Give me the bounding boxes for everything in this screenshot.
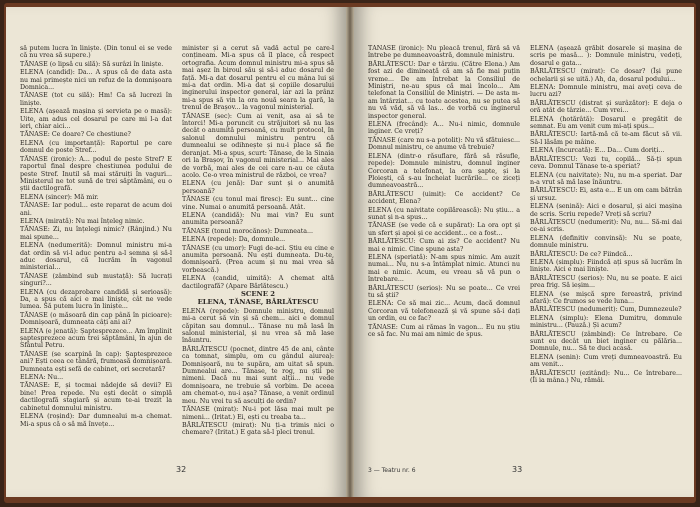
dialogue-paragraph: ELENA (cu jenă): Dar sunt și o anumită persoană?	[182, 180, 334, 195]
dialogue-paragraph: BĂRLĂTESCU (zâmbind): Ce întrebare. Ce sunt eu decât un biet inginer cu pălăria... Domnule, nu... Să te duci acasă.	[530, 330, 682, 353]
dialogue-paragraph: SCENE 2	[241, 290, 275, 298]
dialogue-paragraph: BĂRLĂTESCU (distrat și surâzător): E deja o oră atât de târzie... Cum vrei...	[530, 99, 682, 115]
dialogue-paragraph: TĂNASE: Iar podul... este reparat de acum doi ani.	[20, 202, 172, 217]
dialogue-paragraph: BĂRLĂTESCU: Iartă-mă că te-am făcut să vii. Să-l lăsăm pe mâine.	[530, 131, 682, 146]
dialogue-paragraph: ELENA, TĂNASE, BĂRLĂTESCU	[197, 298, 319, 307]
left-page-number: 32	[176, 465, 187, 474]
dialogue-paragraph: ELENA (candid, uimită): A chemat altă dactilografă? (Apare Bărlătescu.)	[182, 275, 334, 290]
dialogue-paragraph: ELENA (așează grăbit dosarele și mașina de scris pe masă... ): Domnule ministru, vedeți, dosarul e gata...	[530, 45, 682, 67]
dialogue-paragraph: ELENA (hotărâtă): Dosarul e pregătit de semnat. Eu am venit cum mi-ați spus...	[530, 115, 682, 131]
dialogue-paragraph: TĂNASE (zâmbind sub mustață): Să lucrați singuri?...	[20, 272, 172, 288]
dialogue-paragraph: BĂRLĂTESCU: De ce? Fiindcă...	[530, 250, 633, 258]
dialogue-paragraph: TĂNASE (tot cu silă): Hm! Ca să lucrezi în liniște.	[20, 92, 172, 107]
dialogue-paragraph: ELENA (e jenată): Șaptesprezece... Am împlinit șaptesprezece acum trei săptămâni, în ajun de Sfântul Petru.	[20, 327, 172, 350]
dialogue-paragraph: ELENA (simplu): Elena Dumitru, domnule ministru... (Pauză.) Și acum?	[530, 314, 682, 330]
dialogue-paragraph: BĂRLĂTESCU (ezitând): Nu... Ce întrebare... (Îi ia mâna.) Nu, rămâi.	[530, 369, 682, 385]
dialogue-paragraph: ELENA (sincer): Mă mir.	[20, 193, 99, 201]
dialogue-paragraph: BĂRLĂTESCU: Dar e târziu. (Către Elena.) Am fost azi de dimineață că am să fie mai puțin vreme... De am întrebat la Consiliul de Miniștri, ne-au spus că mai încolo... Am telefonat la Consiliul de Miniștri. — De asta m-am întârziat... cu toate acestea, nu se putea să nu vă văd, să vă las... de vorbă cu inginerul inspector general.	[368, 60, 520, 120]
dialogue-paragraph: TĂNASE: Cum ai rămas în vagon... Eu nu știu ce să fac. Nu mai am nimic de spus.	[368, 323, 520, 339]
dialogue-paragraph: TĂNASE (cu umor): Fugi de-aci. Știu eu cine e anumita persoană. Nu ești dumneata. Du-te, domnișoară. (Prea acum și nu mai vrea să vorbească.)	[182, 244, 334, 274]
dialogue-paragraph: BĂRLĂTESCU (pocnet, dintre 45 de ani, cânte ca tomnat, simplu, om cu gândul aiurea): Domnișoară, nu te supăra, am uitat să spun. Dumnealui are... Tănase, te rog, nu știi pe nimeni. Dacă nu mai sunt alții... nu vede domnișoara, ne trebuie să vorbim. De aceea am chemat-o, nu-i așa? Tănase, a venit ordinul meu. Nu vrei tu să asculți de ordin?	[182, 345, 334, 405]
right-page	[354, 7, 694, 497]
right-page-column-2	[530, 45, 682, 453]
left-page-column-2	[182, 45, 334, 453]
right-page-column-1	[368, 45, 520, 453]
dialogue-paragraph: ELENA: Domnule ministru, mai aveți ceva de lucru azi?	[530, 84, 682, 99]
dialogue-paragraph: BĂRLĂTESCU (mirat): Nu ți-a trimis nici o chemare? (Iritat.) E gata să-l pleci trenul.	[182, 421, 334, 437]
left-page-column-1	[20, 45, 172, 453]
dialogue-paragraph: ELENA (cu importanță): Raportul pe care domnul de poste Stref...	[20, 139, 172, 155]
dialogue-paragraph: ELENA (senin): Cum vreți dumneavoastră. Eu am venit...	[530, 353, 682, 369]
dialogue-paragraph: ELENA (mirată): Nu mai înțeleg nimic.	[20, 217, 145, 225]
dialogue-paragraph: BĂRLĂTESCU: Vezi tu, copilă... Să-ți spun ceva. Domnul Tănase te-a speriat?	[530, 155, 682, 171]
dialogue-paragraph: TĂNASE (care nu s-a potolit): Nu vă sfătuiesc... Domnul ministru, ce anume vă trebuie?	[368, 136, 520, 152]
dialogue-paragraph: ELENA (senină): Aici e dosarul, și aici mașina de scris. Scriu repede? Vreți să scriu?	[530, 203, 682, 218]
dialogue-paragraph: ELENA (roșind): Dar dumnealui m-a chemat. Mi-a spus că o să mă învețe...	[20, 413, 172, 428]
dialogue-paragraph: ELENA (nedumerită): Domnul ministru mi-a dat ordin să vi-l aduc pentru a-l semna și să-l aduc dosarul, că lucrăm în vagonul ministerial...	[20, 242, 172, 272]
dialogue-paragraph: ELENA (simplu): Fiindcă ați spus să lucrăm în liniște. Aici e mai liniște.	[530, 258, 682, 274]
page-footnote: 3 — Teatru nr. 6	[368, 467, 416, 474]
left-page	[6, 7, 346, 497]
dialogue-paragraph: ELENA (definitiv convinsă): Nu se poate, domnule ministru.	[530, 234, 682, 250]
book-spread	[4, 3, 696, 503]
dialogue-paragraph: TĂNASE (cu tonul mai firesc): Eu sunt... cine vine. Numai o anumită persoană. Atât.	[182, 196, 334, 211]
dialogue-paragraph: ELENA (candidă): Nu mai vin? Eu sunt anumita persoană?	[182, 211, 334, 227]
dialogue-paragraph: TĂNASE (se scarpină în cap): Șaptesprezece ani? Ești ceea ce tânără, frumoasă domnișoară. Dumneata ești sefă de cabinet, ori secretară?	[20, 350, 172, 373]
dialogue-paragraph: ELENA (speriată): N-am spus nimic. Am auzit numai... Nu, nu s-a întâmplat nimic. Atunci nu mai e nimic. Acum, eu vreau să vă pun o întrebare...	[368, 253, 520, 284]
dialogue-paragraph: BĂRLĂTESCU: Cum ai zis? Ce accident? Nu mai e nimic. Cine spune asta?	[368, 238, 520, 253]
dialogue-paragraph: TĂNASE (o lipsă cu silă): Să surâzi în liniște.	[20, 60, 164, 68]
dialogue-paragraph: TĂNASE (sec): Cum ai venit, asa ai să te întorci! Mi-a poruncit cu străjuitori să nu las decât o anumită persoană, cu mult protocol, în salonul domnului ministru pentru că dumnealui se odihnește și nu-i place să fie deranjat. Mi-a spus, scurt: Tănase, de la Sinaia ori la Brașov, în vagonul ministerial... Mai ales de vorbă, mai ales de cei care n-au ce căuta acolo. Ce-o vrea ministrul de război, ce vrea?	[182, 112, 334, 179]
dialogue-paragraph: ELENA: Nu...	[20, 374, 64, 382]
dialogue-paragraph: ELENA (cu dezaprobare candidă și serioasă): Da, a spus că aici e mai liniște, cât ne vede lumea. Să putem lucra în liniște...	[20, 288, 172, 311]
dialogue-paragraph: TĂNASE (se vede că e supărat): La ora opt și un sfert și apoi și ce accident... ce a fost...	[368, 222, 520, 237]
dialogue-paragraph: să putem lucra în liniște. (Din tonul ei se vede că nu vrea să supere.)	[20, 45, 172, 60]
dialogue-paragraph: ELENA: Ce să mai zic... Acum, dacă domnul Corcoran vă telefonează și vă spune să-i dați un ordin, eu ce fac?	[368, 300, 520, 323]
dialogue-paragraph: TĂNASE (mirat): Nu-i pot lăsa mai mult pe nimeni... (Iritat.) Ei, ești cu treaba ta...	[182, 406, 334, 421]
dialogue-paragraph: BĂRLĂTESCU (nedumerit): Nu, nu... Să-mi dai ce-ai scris.	[530, 218, 682, 234]
dialogue-paragraph: ELENA (cu naivitate): Nu, nu m-a speriat. Dar n-a vrut să mă lase înăuntru.	[530, 171, 682, 186]
dialogue-paragraph: ELENA (așează mașina și servieta pe o masă): Uite, am adus cel dosarul pe care mi l-a dat ieri, chiar aici...	[20, 108, 172, 131]
dialogue-paragraph: TĂNASE (o măsoară din cap până în picioare): Domnișoară, dumneata câți ani ai?	[20, 311, 172, 327]
dialogue-paragraph: ELENA (se mișcă spre fereastră, privind afară): Ce frumos se vede luna...	[530, 290, 682, 305]
dialogue-paragraph: TĂNASE (ironic): Nu pleacă trenul, fără să vă întrebe pe dumneavoastră, domnule ministru.	[368, 45, 520, 60]
dialogue-paragraph: BĂRLĂTESCU (uimit): Ce accident? Ce accident, Elena?	[368, 190, 520, 206]
dialogue-paragraph: ELENA (candid): Da... A spus că de data asta nu mai primește nici un refuz de la domnișoara Domnica...	[20, 69, 172, 92]
right-page-number: 33	[512, 465, 523, 474]
dialogue-paragraph: ELENA (încurcată): E... Da... Cum doriți...	[530, 147, 665, 155]
dialogue-paragraph: TĂNASE: E, și tocmai nădejde să devii? Ei bine! Prea repede. Nu ești decât o simplă dactilografă stagiară și acum te-ai trezit la cabinetul domnului ministru.	[20, 382, 172, 412]
dialogue-paragraph: ELENA (frecând): A... Nu-i nimic, domnule inginer. Ce vreți?	[368, 121, 520, 136]
book-gutter	[346, 7, 354, 497]
dialogue-paragraph: BĂRLĂTESCU (nedumerit): Cum, Dumnezeule?	[530, 306, 682, 314]
dialogue-paragraph: ELENA (repede): Da, domnule...	[182, 236, 286, 244]
dialogue-paragraph: BĂRLĂTESCU: Ei, asta e... E un om cam bătrân și ursuz.	[530, 187, 682, 202]
dialogue-paragraph: BĂRLĂTESCU (mirat): Ce dosar? (Își pune ochelarii și se uită.) Ah, da, dosarul podului...	[530, 68, 682, 83]
dialogue-paragraph: TĂNASE (ironic): A... podul de peste Stref? E raportul final despre chestiunea podului de peste Stref. Inutil să mai stăruiți în vaguri... Ministerul ne tot sună de trei săptămâni, eu o știi dactilografă.	[20, 155, 172, 193]
dialogue-paragraph: minister și a cerut să vadă actul pe care-l conțineam. Mi-a spus că îl place, că respect ortografia. Acum domnul ministru mi-a spus să mai așez în biroul său și să-i aduc dosarul de față. Mi-a dat dosarul pentru el cu mâna lui și mi-a dat ordin. Mi-a dat și copiile dosarului inginerului inspector general, iar azi la prânz mi-a spus să vin la ora nouă seara la gară, la trenul de Brașov... la vagonul ministerial.	[182, 45, 334, 112]
dialogue-paragraph: TĂNASE (tonul morocănos): Dumneata...	[182, 227, 314, 235]
dialogue-paragraph: BĂRLĂTESCU (serios): Nu, nu se poate. E aici prea frig. Să ieșim...	[530, 274, 682, 290]
dialogue-paragraph: ELENA (dintr-o răsuflare, fără să răsufle, repede): Domnule ministru, domnul inginer Corcoran a telefonat, la ora șapte, și la Ploiești, că s-au încheiat lucrările... ce ziceți dumneavoastră...	[368, 152, 520, 190]
dialogue-paragraph: ELENA (cu naivitate copilărească): Nu știu... a sunat și n-a spus...	[368, 206, 520, 221]
dialogue-paragraph: BĂRLĂTESCU (serios): Nu se poate... Ce vrei tu să știi?	[368, 284, 520, 299]
dialogue-paragraph: TĂNASE: Zi, nu înțelegi nimic? (Rânjind.) Nu mai spune...	[20, 226, 172, 241]
dialogue-paragraph: ELENA (repede): Domnule ministru, domnul mi-a cerut să vin și să chem... aici e domnul căpitan sau domnul... Tănase nu mă lasă în salonul ministerial, și nu vrea să mă lase înăuntru.	[182, 307, 334, 345]
dialogue-paragraph: TĂNASE: Ce doare? Ce chestiune?	[20, 131, 131, 139]
